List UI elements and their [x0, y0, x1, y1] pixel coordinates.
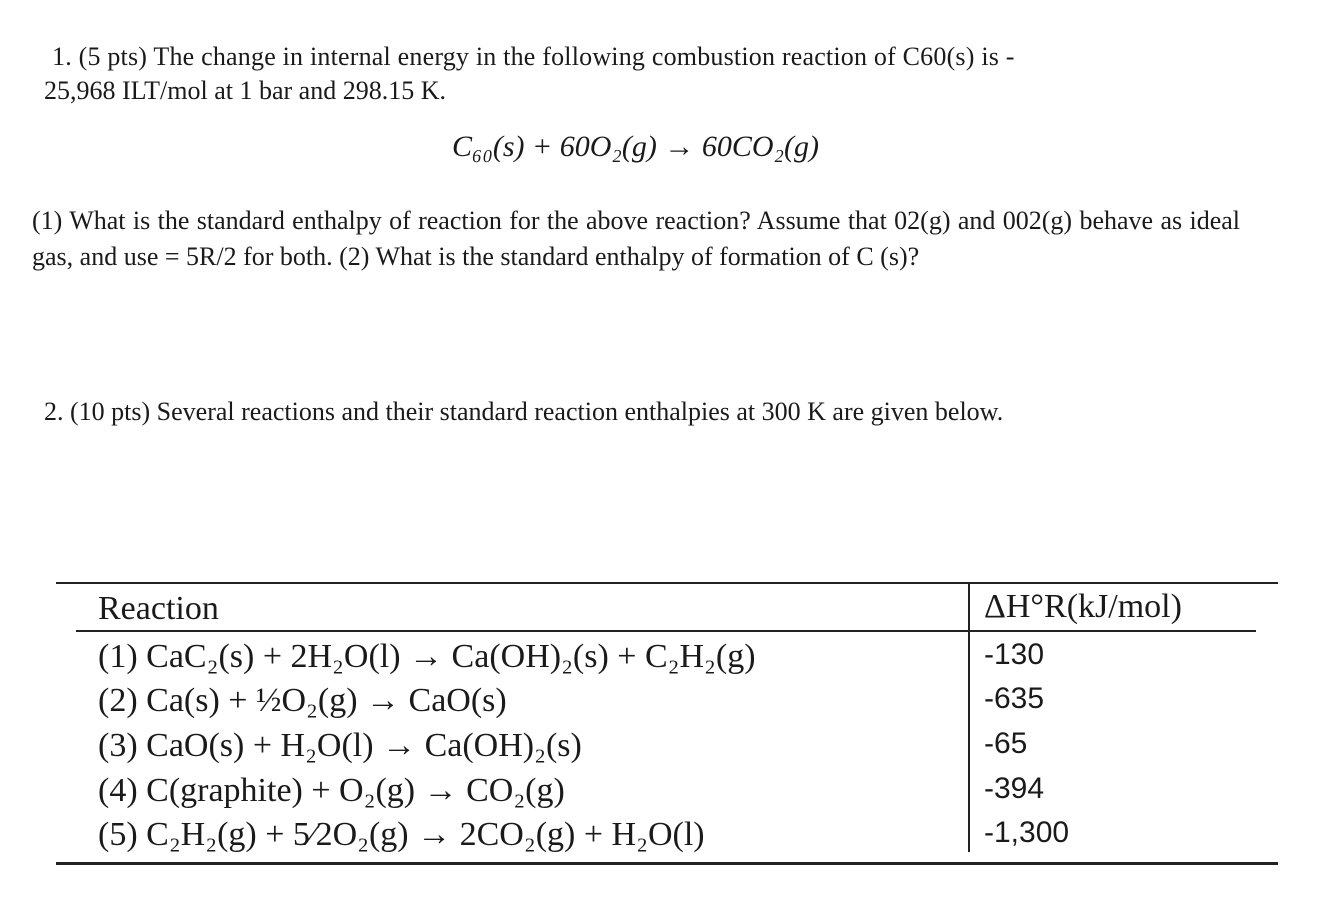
- enthalpy-5: -1,300: [984, 816, 1070, 849]
- enthalpy-4: -394: [984, 772, 1045, 805]
- problem-2-text: 2. (10 pts) Several reactions and their standard reaction enthalpies at 300 K are given below.: [44, 397, 1004, 426]
- reaction-2: (2) Ca(s) + ½O₂(g) → CaO(s): [98, 682, 507, 719]
- header-enthalpy: ΔH°R(kJ/mol): [984, 588, 1182, 625]
- problem-1-line-2: 25,968 ILT/mol at 1 bar and 298.15 K.: [44, 76, 446, 105]
- header-reaction: Reaction: [98, 590, 219, 627]
- reaction-3: (3) CaO(s) + H₂O(l) → Ca(OH)₂(s): [98, 727, 582, 764]
- reaction-4: (4) C(graphite) + O₂(g) → CO₂(g): [98, 772, 565, 809]
- enthalpy-2: -635: [984, 682, 1045, 715]
- table-top-rule: [56, 582, 1278, 584]
- problem-1-line-1: 1. (5 pts) The change in internal energy in the following combustion reaction of C60(s) is -: [52, 42, 1015, 71]
- problem-1-questions: (1) What is the standard enthalpy of reaction for the above reaction? Assume that 02(g) and 002(g) behave as ideal gas, and use = 5R/2 for both. (2) What is the standard enthalpy of formation of C (s)?: [32, 206, 1240, 271]
- combustion-equation: C₆₀(s) + 60O₂(g) → 60CO₂(g): [452, 130, 819, 163]
- table-bottom-rule: [56, 862, 1278, 865]
- table-header-rule: [76, 630, 1256, 632]
- enthalpy-1: -130: [984, 638, 1045, 671]
- table-column-divider: [968, 582, 970, 852]
- reaction-1: (1) CaC₂(s) + 2H₂O(l) → Ca(OH)₂(s) + C₂H₂(g): [98, 638, 756, 675]
- reaction-5: (5) C₂H₂(g) + 5⁄2O₂(g) → 2CO₂(g) + H₂O(l): [98, 816, 705, 853]
- reaction-enthalpy-table: [56, 582, 1278, 866]
- enthalpy-3: -65: [984, 727, 1028, 760]
